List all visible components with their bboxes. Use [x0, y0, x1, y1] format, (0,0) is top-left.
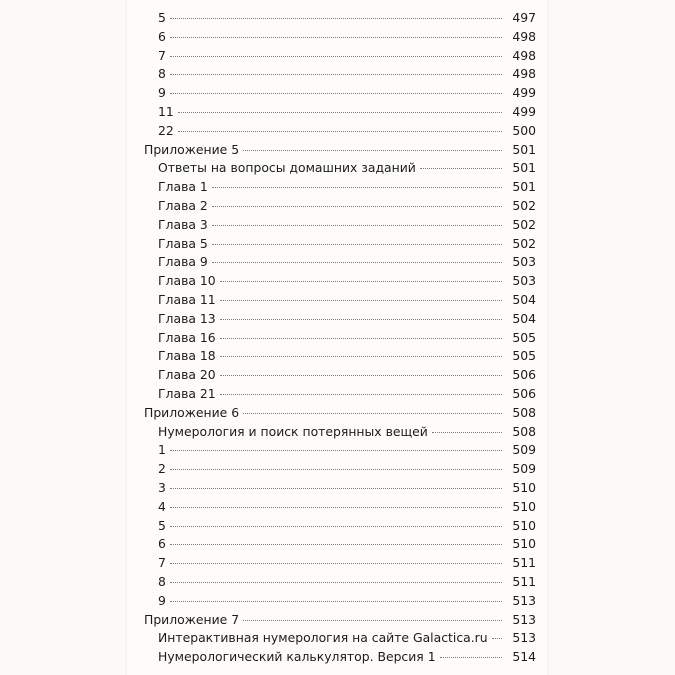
toc-dot-leader [170, 544, 502, 545]
toc-entry-label: Нумерологический калькулятор. Версия 1 [158, 649, 436, 665]
toc-entry-label: 7 [158, 47, 166, 63]
toc-dot-leader [170, 563, 502, 564]
toc-page-number: 511 [512, 555, 536, 571]
toc-section-row [144, 141, 536, 160]
toc-dot-leader [243, 150, 502, 151]
toc-dot-leader [220, 356, 502, 357]
toc-entry-row [144, 291, 536, 310]
toc-entry-label: 9 [158, 85, 166, 101]
toc-page-number: 506 [512, 367, 536, 383]
toc-entry-row [144, 554, 536, 573]
toc-entry-row [144, 216, 536, 235]
toc-section-row [144, 404, 536, 423]
toc-entry-row [144, 178, 536, 197]
toc-page-number: 503 [512, 254, 536, 270]
toc-dot-leader [170, 488, 502, 489]
toc-dot-leader [178, 131, 502, 132]
toc-page-number: 510 [512, 498, 536, 514]
toc-page-number: 498 [512, 66, 536, 82]
toc-page-number: 500 [512, 122, 536, 138]
toc-entry-label: Глава 13 [158, 310, 216, 326]
toc-page-number: 502 [512, 216, 536, 232]
toc-page-number: 499 [512, 103, 536, 119]
toc-entry-row [144, 272, 536, 291]
toc-section-row [144, 611, 536, 630]
toc-entry-label: 11 [158, 103, 174, 119]
toc-entry-label: 5 [158, 10, 166, 25]
toc-entry-label: Глава 20 [158, 367, 216, 383]
toc-page-number: 508 [512, 404, 536, 420]
toc-entry-row [144, 28, 536, 47]
toc-entry-row [144, 122, 536, 141]
toc-dot-leader [220, 394, 502, 395]
toc-entry-label: 8 [158, 66, 166, 82]
toc-page-number: 511 [512, 573, 536, 589]
toc-dot-leader [243, 620, 502, 621]
toc-entry-row [144, 592, 536, 611]
toc-page-number: 513 [512, 592, 536, 608]
toc-entry-row [144, 47, 536, 66]
toc-dot-leader [170, 526, 502, 527]
toc-dot-leader [170, 37, 502, 38]
toc-entry-label: Глава 10 [158, 273, 216, 289]
toc-page-number: 501 [512, 179, 536, 195]
toc-entry-label: 22 [158, 122, 174, 138]
toc-entry-label: 5 [158, 517, 166, 533]
toc-dot-leader [220, 281, 502, 282]
toc-entry-row [144, 648, 536, 667]
toc-page-number: 510 [512, 536, 536, 552]
toc-entry-row [144, 629, 536, 648]
toc-dot-leader [220, 375, 502, 376]
toc-entry-row [144, 9, 536, 28]
toc-page-number: 514 [512, 649, 536, 665]
table-of-contents [144, 9, 536, 667]
toc-page-number: 513 [512, 630, 536, 646]
toc-entry-label: 3 [158, 479, 166, 495]
toc-page-number: 501 [512, 160, 536, 176]
toc-dot-leader [170, 507, 502, 508]
toc-entry-label: Приложение 7 [144, 611, 240, 627]
toc-dot-leader [212, 206, 502, 207]
toc-dot-leader [170, 582, 502, 583]
toc-page-number: 513 [512, 611, 536, 627]
toc-entry-label: Глава 21 [158, 385, 216, 401]
toc-page-number: 503 [512, 273, 536, 289]
toc-dot-leader [170, 601, 502, 602]
toc-page-number: 510 [512, 479, 536, 495]
toc-entry-row [144, 197, 536, 216]
toc-dot-leader [243, 413, 502, 414]
toc-entry-label: Глава 3 [158, 216, 208, 232]
toc-entry-row [144, 347, 536, 366]
toc-entry-label: 2 [158, 461, 166, 477]
toc-entry-row [144, 498, 536, 517]
toc-entry-label: Приложение 5 [144, 141, 240, 157]
toc-dot-leader [170, 469, 502, 470]
toc-page-number: 509 [512, 461, 536, 477]
toc-entry-label: Нумерология и поиск потерянных вещей [158, 423, 428, 439]
toc-page-number: 508 [512, 423, 536, 439]
toc-entry-row [144, 235, 536, 254]
toc-entry-label: 6 [158, 536, 166, 552]
toc-entry-label: Глава 18 [158, 348, 216, 364]
toc-page-number: 504 [512, 310, 536, 326]
toc-entry-label: Приложение 6 [144, 404, 240, 420]
toc-entry-label: 7 [158, 555, 166, 571]
toc-page-number: 499 [512, 85, 536, 101]
toc-dot-leader [212, 262, 502, 263]
toc-entry-label: 1 [158, 442, 166, 458]
toc-entry-row [144, 385, 536, 404]
toc-dot-leader [212, 225, 502, 226]
toc-entry-row [144, 573, 536, 592]
toc-dot-leader [220, 300, 502, 301]
toc-page-number: 510 [512, 517, 536, 533]
toc-dot-leader [170, 93, 502, 94]
toc-dot-leader [440, 657, 502, 658]
toc-page-number: 505 [512, 329, 536, 345]
toc-entry-label: Ответы на вопросы домашних заданий [158, 160, 416, 176]
toc-entry-row [144, 159, 536, 178]
toc-entry-label: Глава 5 [158, 235, 208, 251]
toc-dot-leader [212, 244, 502, 245]
toc-dot-leader [220, 338, 502, 339]
toc-entry-label: 6 [158, 28, 166, 44]
toc-entry-label: Глава 1 [158, 179, 208, 195]
toc-entry-row [144, 366, 536, 385]
toc-page-number: 502 [512, 197, 536, 213]
toc-page-number: 498 [512, 28, 536, 44]
toc-entry-row [144, 103, 536, 122]
toc-dot-leader [178, 112, 502, 113]
toc-entry-label: 9 [158, 592, 166, 608]
toc-page-number: 509 [512, 442, 536, 458]
toc-dot-leader [170, 74, 502, 75]
toc-dot-leader [170, 56, 502, 57]
toc-dot-leader [420, 168, 502, 169]
toc-entry-row [144, 479, 536, 498]
toc-entry-label: Глава 2 [158, 197, 208, 213]
toc-entry-row [144, 65, 536, 84]
toc-entry-label: Глава 11 [158, 291, 216, 307]
toc-entry-label: Интерактивная нумерология на сайте Galactica.ru [158, 630, 488, 646]
toc-page-number: 506 [512, 385, 536, 401]
toc-entry-row [144, 329, 536, 348]
toc-dot-leader [220, 319, 502, 320]
toc-dot-leader [432, 432, 502, 433]
toc-entry-row [144, 253, 536, 272]
toc-dot-leader [170, 450, 502, 451]
toc-page-number: 501 [512, 141, 536, 157]
toc-entry-label: 4 [158, 498, 166, 514]
toc-entry-label: Глава 16 [158, 329, 216, 345]
toc-entry-row [144, 84, 536, 103]
toc-entry-row [144, 460, 536, 479]
toc-entry-row [144, 310, 536, 329]
toc-entry-label: Глава 9 [158, 254, 208, 270]
toc-entry-row [144, 441, 536, 460]
toc-entry-row [144, 517, 536, 536]
toc-entry-row [144, 423, 536, 442]
toc-dot-leader [492, 638, 502, 639]
toc-page-number: 502 [512, 235, 536, 251]
toc-page-number: 505 [512, 348, 536, 364]
toc-page-number: 497 [512, 10, 536, 25]
toc-page-number: 504 [512, 291, 536, 307]
toc-entry-row [144, 535, 536, 554]
toc-page-number: 498 [512, 47, 536, 63]
toc-dot-leader [212, 187, 502, 188]
toc-entry-label: 8 [158, 573, 166, 589]
toc-dot-leader [170, 18, 502, 19]
